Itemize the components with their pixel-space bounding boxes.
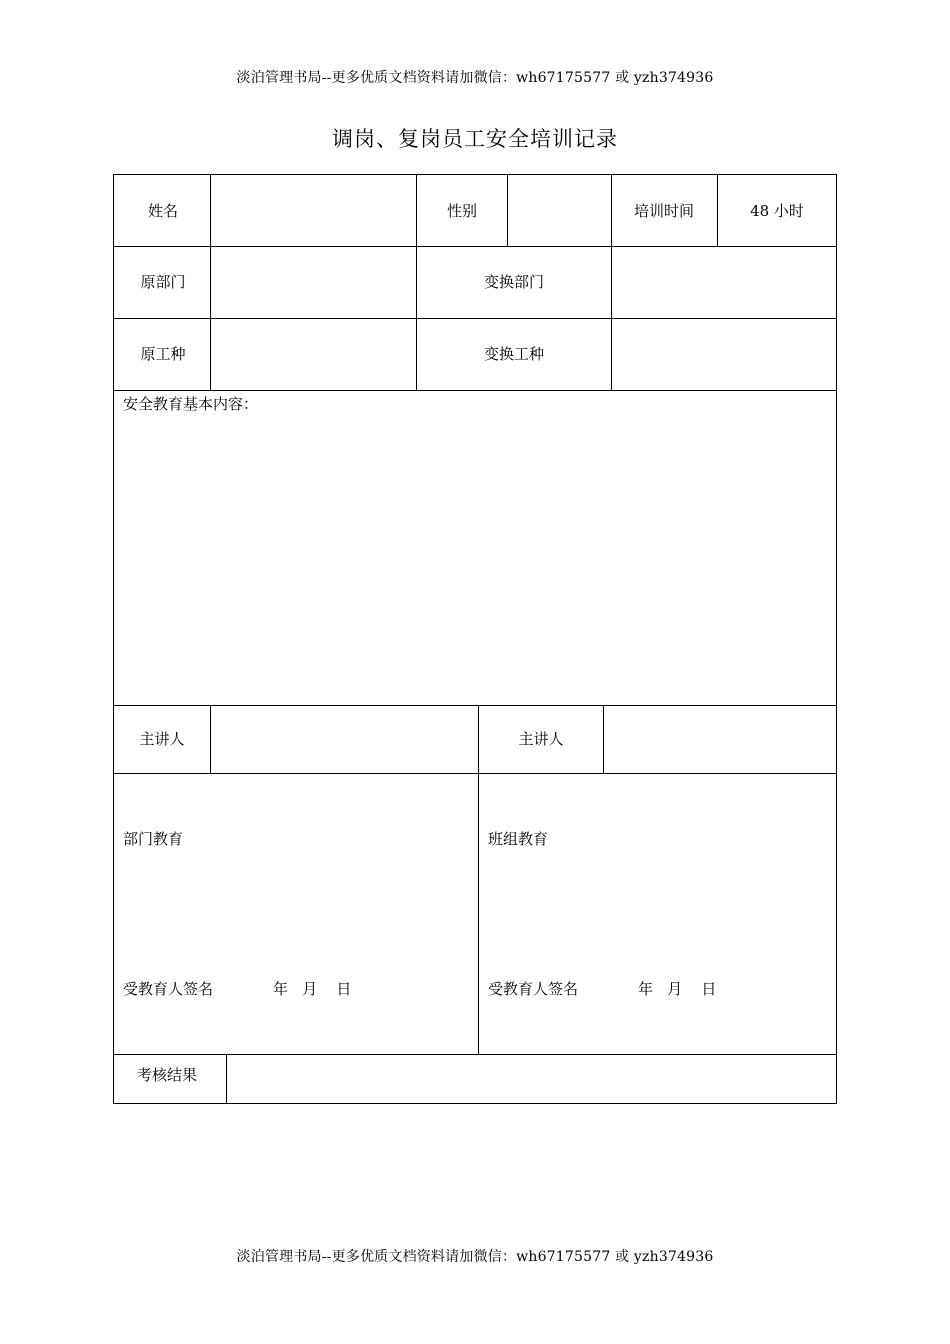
row-divider xyxy=(114,246,836,247)
row-divider xyxy=(114,705,836,706)
row-divider xyxy=(114,1054,836,1055)
document-title: 调岗、复岗员工安全培训记录 xyxy=(332,127,618,151)
safety-education-content-label: 安全教育基本内容： xyxy=(123,395,259,413)
col-divider xyxy=(717,175,718,246)
department-date-label[interactable]: 年 月 日 xyxy=(273,980,352,998)
col-divider xyxy=(478,705,479,1054)
original-job-label: 原工种 xyxy=(140,345,186,363)
col-divider xyxy=(210,175,211,390)
col-divider xyxy=(226,1054,227,1103)
gender-label: 性别 xyxy=(446,202,478,220)
header-note: 淡泊管理书局--更多优质文档资料请加微信：wh67175577 或 yzh374936 xyxy=(236,70,714,86)
col-divider xyxy=(210,705,211,773)
col-divider xyxy=(507,175,508,246)
original-department-label: 原部门 xyxy=(140,273,186,291)
footer-note: 淡泊管理书局--更多优质文档资料请加微信：wh67175577 或 yzh374936 xyxy=(236,1249,714,1265)
col-divider xyxy=(603,705,604,773)
col-divider xyxy=(416,175,417,390)
department-education-label: 部门教育 xyxy=(123,830,184,848)
department-signature-label[interactable]: 受教育人签名 xyxy=(123,980,214,998)
team-signature-label[interactable]: 受教育人签名 xyxy=(488,980,579,998)
lecturer-label-team: 主讲人 xyxy=(518,730,564,748)
col-divider xyxy=(611,175,612,390)
row-divider xyxy=(114,773,836,774)
team-date-label[interactable]: 年 月 日 xyxy=(638,980,717,998)
training-record-form xyxy=(113,174,837,1104)
training-time-label: 培训时间 xyxy=(633,202,695,220)
lecturer-label-department: 主讲人 xyxy=(139,730,185,748)
row-divider xyxy=(114,318,836,319)
new-job-label: 变换工种 xyxy=(483,345,545,363)
row-divider xyxy=(114,390,836,391)
team-education-label: 班组教育 xyxy=(488,830,549,848)
new-department-label: 变换部门 xyxy=(483,273,545,291)
name-label: 姓名 xyxy=(147,202,179,220)
assessment-result-label: 考核结果 xyxy=(137,1066,198,1084)
training-time-value[interactable]: 48 小时 xyxy=(750,202,804,220)
